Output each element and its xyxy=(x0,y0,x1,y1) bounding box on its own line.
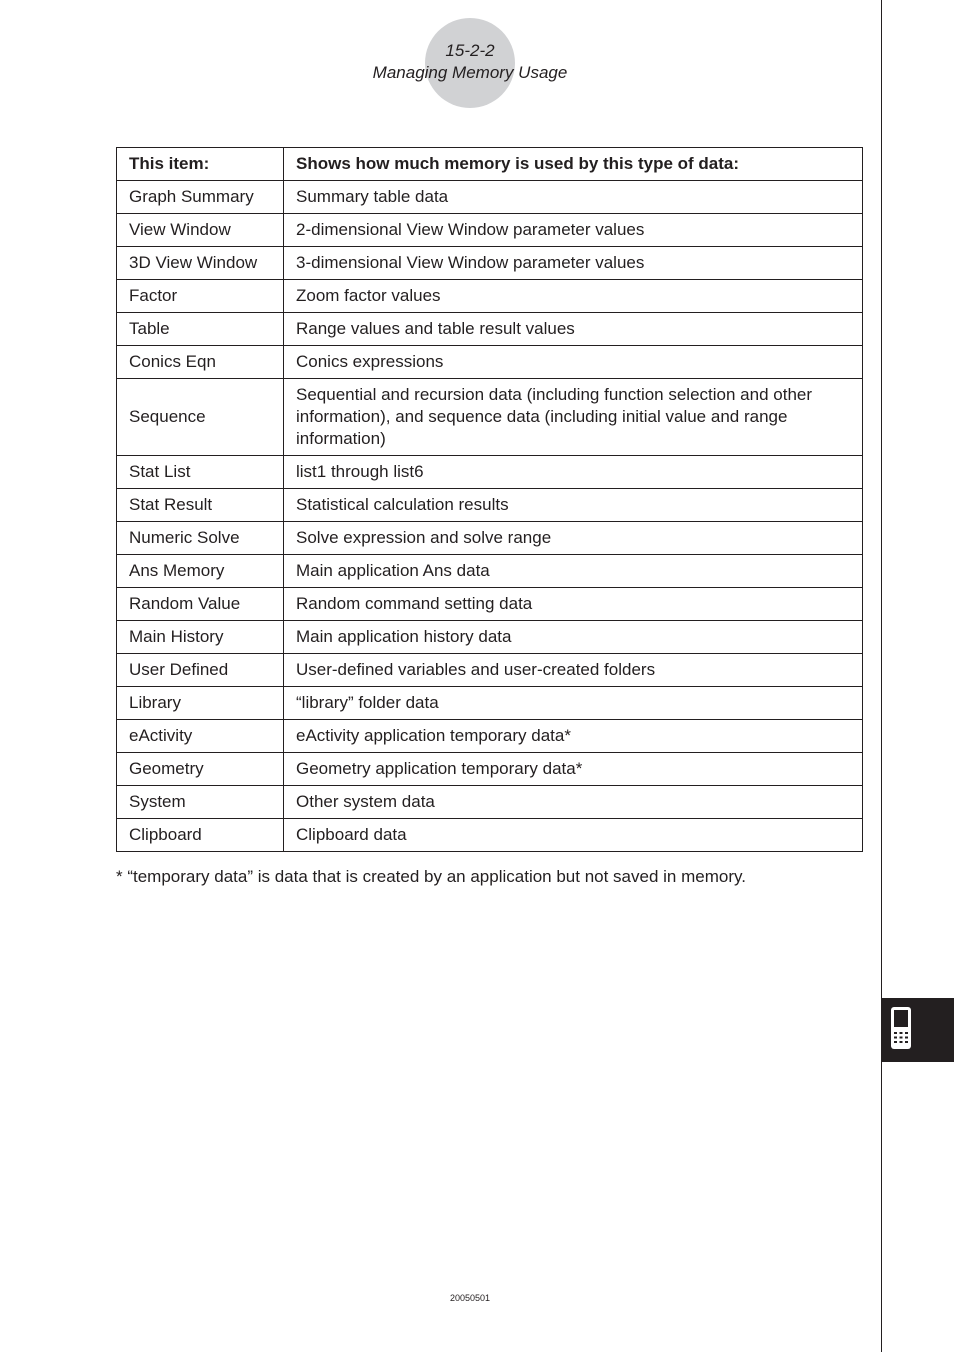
description-cell: Random command setting data xyxy=(284,588,863,621)
item-cell: 3D View Window xyxy=(117,247,284,280)
description-cell: Other system data xyxy=(284,786,863,819)
description-cell: Range values and table result values xyxy=(284,313,863,346)
column-header-item: This item: xyxy=(117,148,284,181)
item-cell: Ans Memory xyxy=(117,555,284,588)
chapter-side-tab xyxy=(882,998,954,1062)
table-row xyxy=(117,654,863,687)
table-row xyxy=(117,753,863,786)
page-number: 15-2-2 xyxy=(445,41,495,60)
description-cell: Main application history data xyxy=(284,621,863,654)
item-cell: Stat List xyxy=(117,456,284,489)
table-row xyxy=(117,588,863,621)
item-cell: Clipboard xyxy=(117,819,284,852)
description-cell: Clipboard data xyxy=(284,819,863,852)
table-row xyxy=(117,214,863,247)
item-cell: Conics Eqn xyxy=(117,346,284,379)
description-cell: Summary table data xyxy=(284,181,863,214)
page-title: Managing Memory Usage xyxy=(372,63,568,82)
table-row xyxy=(117,456,863,489)
description-cell: eActivity application temporary data* xyxy=(284,720,863,753)
footer-code: 20050501 xyxy=(449,1293,491,1303)
item-cell: Stat Result xyxy=(117,489,284,522)
table-row xyxy=(117,346,863,379)
table-row xyxy=(117,687,863,720)
description-cell: Conics expressions xyxy=(284,346,863,379)
item-cell: System xyxy=(117,786,284,819)
table-header-row xyxy=(117,148,863,181)
item-cell: View Window xyxy=(117,214,284,247)
table-row xyxy=(117,786,863,819)
item-cell: eActivity xyxy=(117,720,284,753)
footnote: * “temporary data” is data that is created by an application but not saved in memory. xyxy=(116,867,746,886)
description-cell: Solve expression and solve range xyxy=(284,522,863,555)
page-edge-rule xyxy=(881,0,882,1352)
table-row xyxy=(117,720,863,753)
description-cell: User-defined variables and user-created folders xyxy=(284,654,863,687)
table-row xyxy=(117,489,863,522)
item-cell: Sequence xyxy=(117,379,284,456)
table-row xyxy=(117,522,863,555)
table-row xyxy=(117,313,863,346)
table-row xyxy=(117,280,863,313)
table-row xyxy=(117,621,863,654)
description-cell: Main application Ans data xyxy=(284,555,863,588)
description-cell: Sequential and recursion data (including function selection and other information), and sequence data (including initial value and range information) xyxy=(284,379,863,456)
item-cell: Numeric Solve xyxy=(117,522,284,555)
column-header-description: Shows how much memory is used by this type of data: xyxy=(284,148,863,181)
description-cell: “library” folder data xyxy=(284,687,863,720)
memory-usage-table xyxy=(116,147,863,852)
calculator-icon xyxy=(890,1006,912,1050)
description-cell: 3-dimensional View Window parameter values xyxy=(284,247,863,280)
description-cell: Zoom factor values xyxy=(284,280,863,313)
description-cell: list1 through list6 xyxy=(284,456,863,489)
description-cell: Statistical calculation results xyxy=(284,489,863,522)
table-row xyxy=(117,555,863,588)
item-cell: Library xyxy=(117,687,284,720)
description-cell: Geometry application temporary data* xyxy=(284,753,863,786)
item-cell: User Defined xyxy=(117,654,284,687)
item-cell: Geometry xyxy=(117,753,284,786)
table-row xyxy=(117,181,863,214)
item-cell: Factor xyxy=(117,280,284,313)
table-row xyxy=(117,247,863,280)
table-row xyxy=(117,379,863,456)
item-cell: Random Value xyxy=(117,588,284,621)
description-cell: 2-dimensional View Window parameter values xyxy=(284,214,863,247)
table-row xyxy=(117,819,863,852)
item-cell: Main History xyxy=(117,621,284,654)
item-cell: Graph Summary xyxy=(117,181,284,214)
item-cell: Table xyxy=(117,313,284,346)
